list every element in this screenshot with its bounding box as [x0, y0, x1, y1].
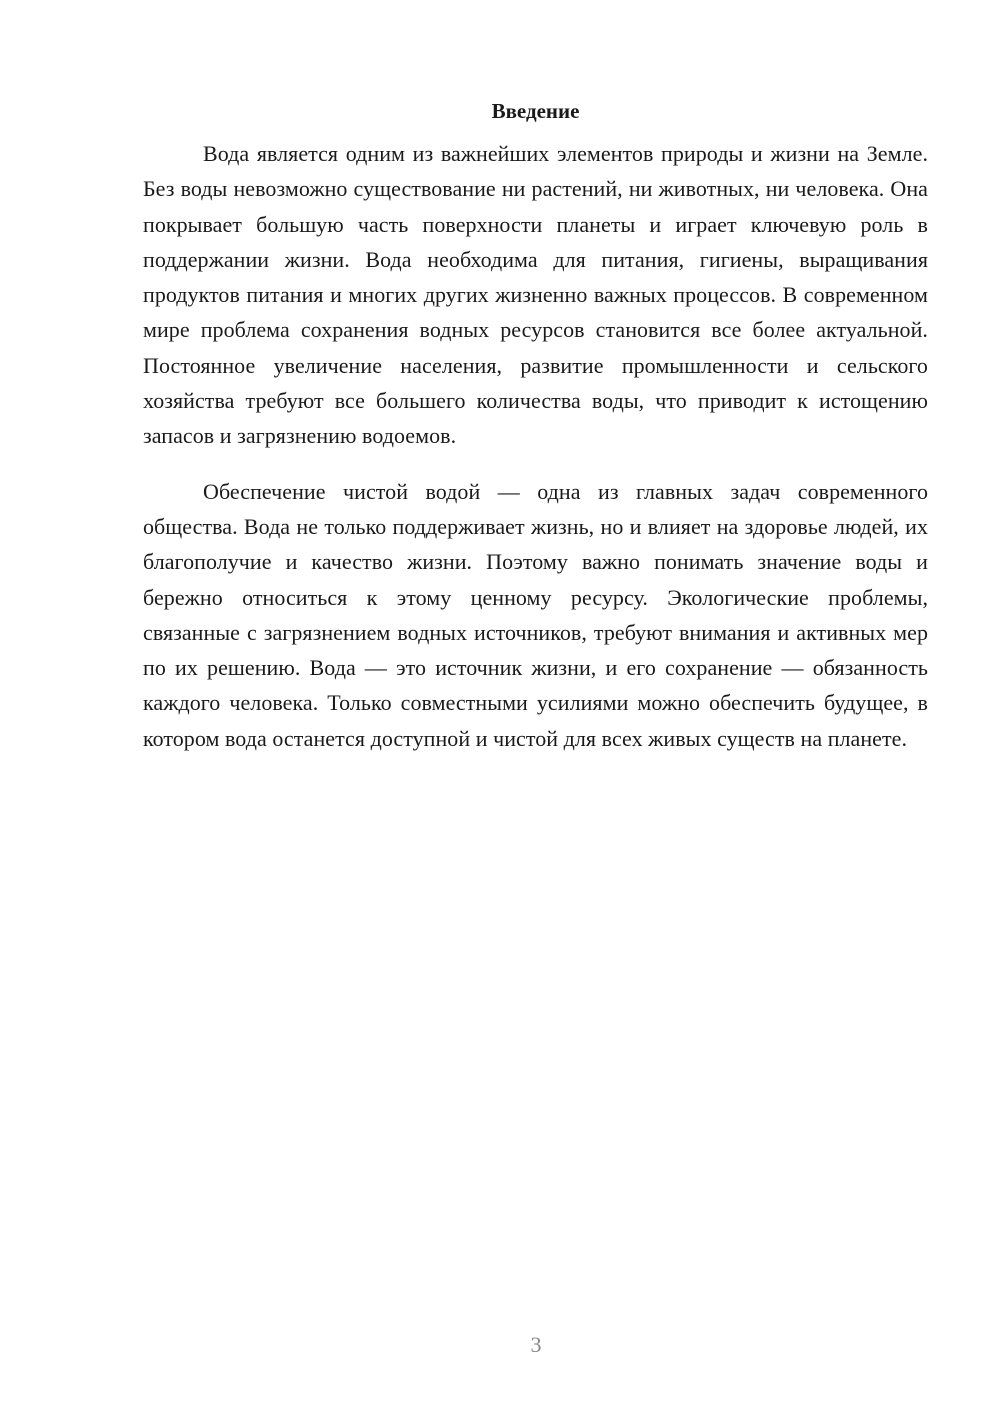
section-heading: Введение	[491, 99, 580, 123]
paragraph-2: Обеспечение чистой водой — одна из главных задач современного общества. Вода не только поддерживает жизнь, но и влияет на здоровье людей, их благополучие и качество жизни. Поэтому важно понимать значение воды и бережно относиться к этому ценному ресурсу. Экологические проблемы, связанные с загрязнением водных источников, требуют внимания и активных мер по их решению. Вода — это источник жизни, и его сохранение — обязанность каждого человека. Только совместными усилиями можно обеспечить будущее, в котором вода останется доступной и чистой для всех живых существ на планете.	[143, 478, 928, 751]
paragraph-1: Вода является одним из важнейших элементов природы и жизни на Земле. Без воды невозможно существование ни растений, ни животных, ни человека. Она покрывает большую часть поверхности планеты и играет ключевую роль в поддержании жизни. Вода необходима для питания, гигиены, выращивания продуктов питания и многих других жизненно важных процессов. В современном мире проблема сохранения водных ресурсов становится все более актуальной. Постоянное увеличение населения, развитие промышленности и сельского хозяйства требуют все большего количества воды, что приводит к истощению запасов и загрязнению водоемов.	[143, 141, 928, 449]
page-content	[143, 96, 928, 776]
page-number: 3	[530, 1332, 542, 1357]
